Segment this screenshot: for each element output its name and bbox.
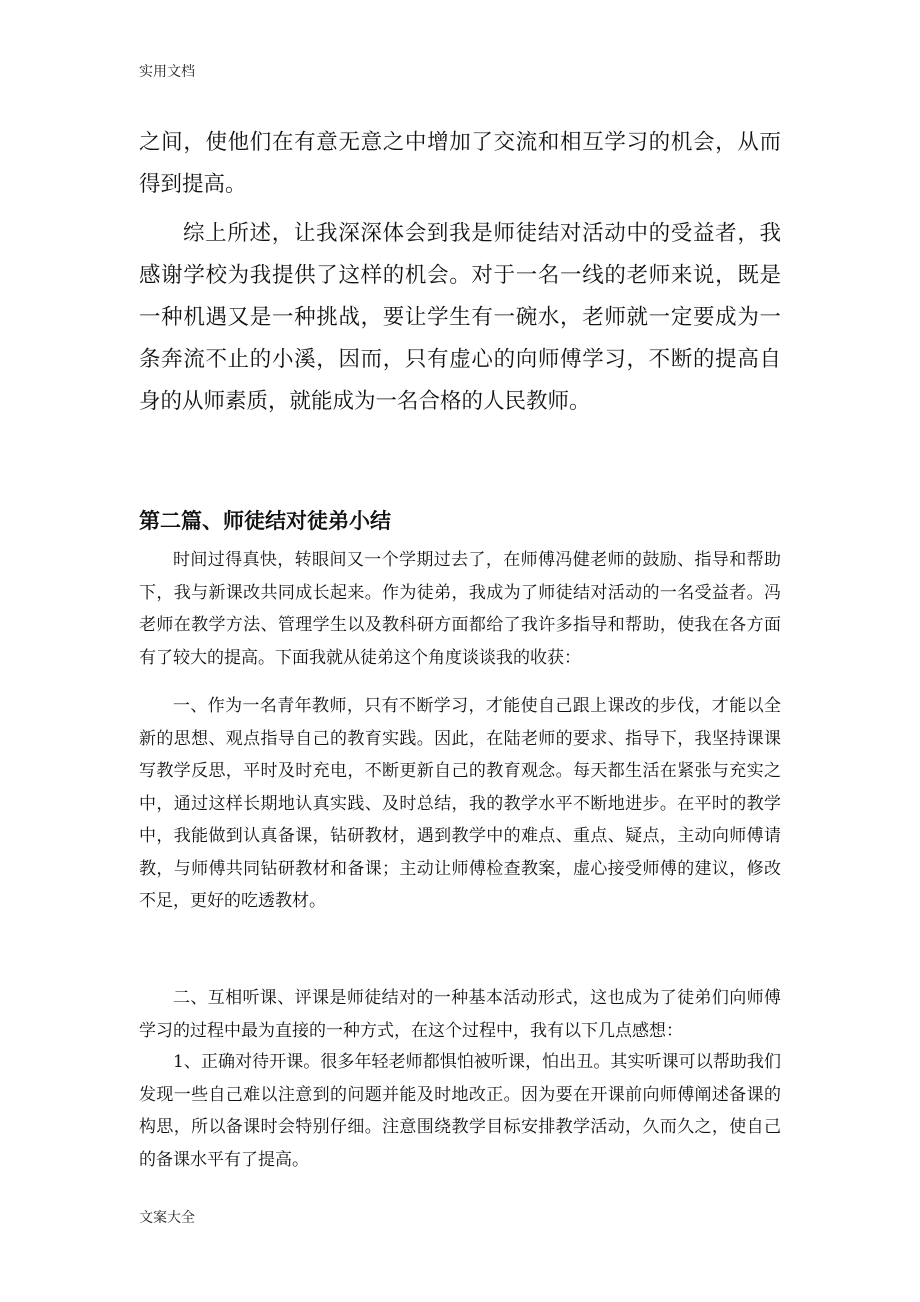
- page-header-label: 实用文档: [139, 64, 195, 80]
- section-paragraph-2: 一、作为一名青年教师，只有不断学习，才能使自己跟上课改的步伐，才能以全新的思想、观点指导自己的教育实践。因此，在陆老师的要求、指导下，我坚持课课写教学反思，平时及时充电，不断更新自己的教育观念。每天都生活在紧张与充实之中，通过这样长期地认真实践、及时总结，我的教学水平不断地进步。在平时的教学中，我能做到认真备课，钻研教材，遇到教学中的难点、重点、疑点，主动向师傅请教，与师傅共同钻研教材和备课；主动让师傅检查教案，虚心接受师傅的建议，修改不足，更好的吃透教材。: [139, 696, 781, 911]
- section-paragraph-1: 时间过得真快，转眼间又一个学期过去了，在师傅冯健老师的鼓励、指导和帮助下，我与新课改共同成长起来。作为徒弟，我成为了师徒结对活动的一名受益者。冯老师在教学方法、管理学生以及教科研方面都给了我许多指导和帮助，使我在各方面有了较大的提高。下面我就从徒弟这个角度谈谈我的收获：: [139, 550, 781, 668]
- section-paragraph-3: 二、互相听课、评课是师徒结对的一种基本活动形式，这也成为了徒弟们向师傅学习的过程中最为直接的一种方式，在这个过程中，我有以下几点感想：: [139, 988, 781, 1041]
- section-paragraph-4: 1、正确对待开课。很多年轻老师都惧怕被听课，怕出丑。其实听课可以帮助我们发现一些自己难以注意到的问题并能及时地改正。因为要在开课前向师傅阐述备课的构思，所以备课时会特别仔细。注意围绕教学目标安排教学活动，久而久之，使自己的备课水平有了提高。: [139, 1052, 781, 1170]
- section-title: 第二篇、师徒结对徒弟小结: [139, 509, 391, 533]
- page-footer-label: 文案大全: [139, 1210, 195, 1226]
- intro-paragraph-continued: 之间，使他们在有意无意之中增加了交流和相互学习的机会，从而得到提高。: [139, 130, 781, 197]
- intro-paragraph-summary: 综上所述，让我深深体会到我是师徒结对活动中的受益者，我感谢学校为我提供了这样的机会。对于一名一线的老师来说，既是一种机遇又是一种挑战，要让学生有一碗水，老师就一定要成为一条奔流不止的小溪，因而，只有虚心的向师傅学习，不断的提高自身的从师素质，就能成为一名合格的人民教师。: [139, 221, 781, 414]
